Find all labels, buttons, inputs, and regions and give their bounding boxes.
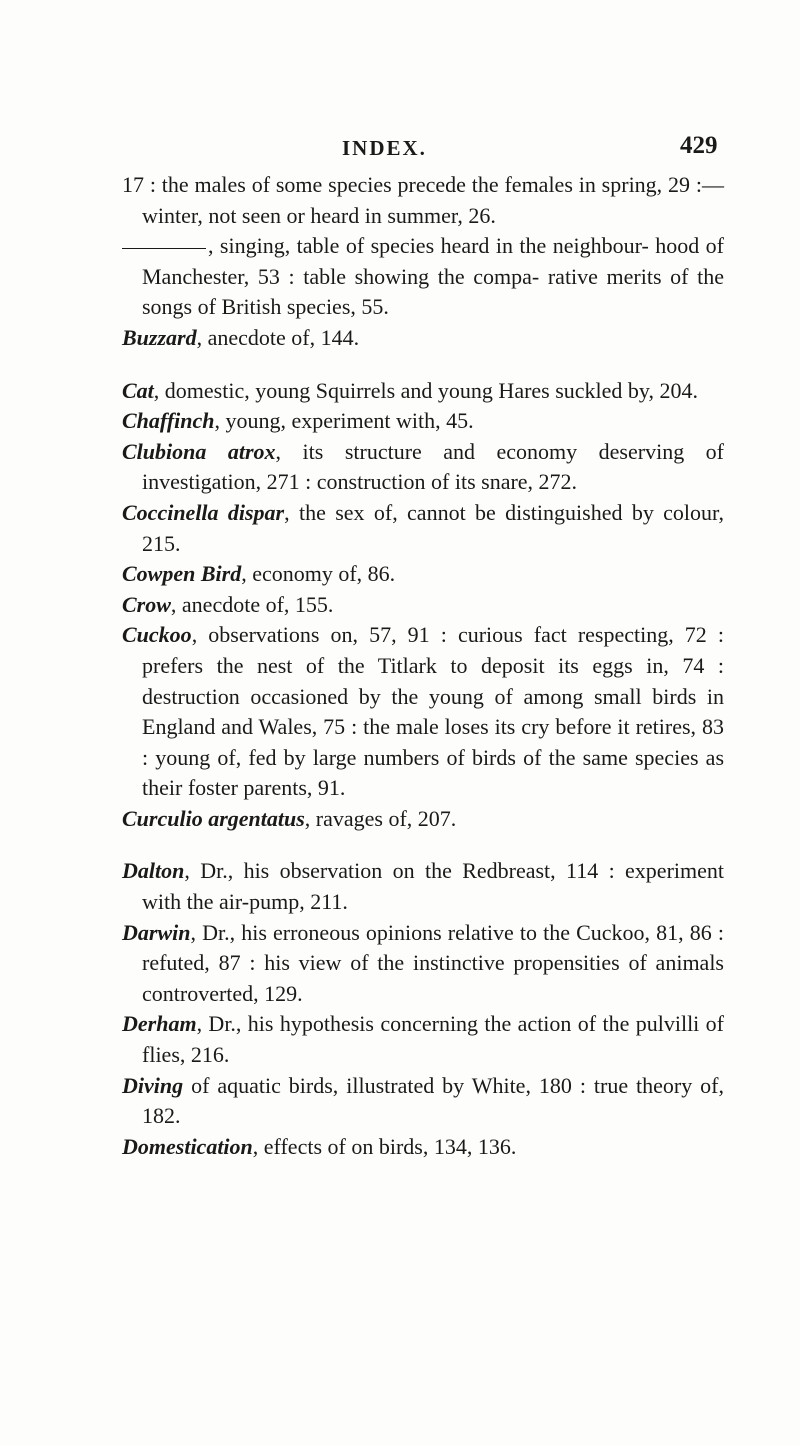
index-entry-curculio	[122, 804, 724, 835]
entry-text: , effects of on birds, 134, 136.	[252, 1133, 517, 1159]
entry-text: 17 : the males of some species precede the females in spring, 29 :—winter, not seen or heard in summer, 26.	[122, 172, 724, 228]
entry-headword: Diving	[122, 1072, 184, 1098]
entry-text: , the sex of, cannot be distinguished by colour, 215.	[142, 499, 724, 556]
index-entry-domestication	[122, 1132, 724, 1163]
entry-headword: Dalton	[122, 858, 185, 884]
entry-headword: Derham	[122, 1011, 197, 1037]
entry-text: , domestic, young Squirrels and young Hares suckled by, 204.	[153, 377, 699, 403]
entry-headword: Chaffinch	[122, 408, 215, 434]
entry-headword: Curculio argentatus	[122, 805, 305, 831]
entry-headword: Crow	[122, 591, 171, 617]
index-entry-cat	[122, 376, 724, 407]
entry-text: , Dr., his hypothesis concerning the action of the pulvilli of flies, 216.	[142, 1011, 724, 1068]
entry-headword: Clubiona atrox	[122, 438, 276, 464]
entry-headword: Coccinella dispar	[122, 499, 285, 525]
entry-text: , singing, table of species heard in the neighbour- hood of Manchester, 53 : table showing the compa- rative merits of the songs of British species, 55.	[142, 233, 724, 320]
entry-text: , anecdote of, 155.	[170, 591, 334, 617]
running-head	[0, 132, 800, 172]
entry-text: , anecdote of, 144.	[196, 324, 360, 350]
entry-text: , ravages of, 207.	[304, 805, 457, 831]
index-entry-coccinella	[122, 498, 724, 559]
index-entry-birds-continued	[122, 170, 724, 231]
index-entry-darwin	[122, 918, 724, 1010]
index-entry-birds-singing	[122, 231, 724, 323]
entry-headword: Domestication	[122, 1133, 253, 1159]
page-number: 429	[680, 132, 718, 159]
entry-headword: Darwin	[122, 919, 191, 945]
index-entry-derham	[122, 1009, 724, 1070]
entry-text: , Dr., his erroneous opinions relative to the Cuckoo, 81, 86 : refuted, 87 : his view of the instinctive propensities of animals controverted, 129.	[142, 919, 724, 1006]
entry-text: , its structure and economy deserving of investigation, 271 : construction of its snare, 272.	[142, 438, 725, 495]
entry-headword: Cuckoo	[122, 622, 192, 648]
index-entry-clubiona	[122, 437, 724, 498]
entry-headword: Buzzard	[122, 324, 197, 350]
ditto-dash	[122, 248, 206, 249]
index-entry-diving	[122, 1071, 724, 1132]
entry-headword: Cat	[122, 377, 154, 403]
index-entry-cuckoo	[122, 620, 724, 804]
entry-text: , young, experiment with, 45.	[214, 408, 474, 434]
entry-text: , observations on, 57, 91 : curious fact respecting, 72 : prefers the nest of the Titlark to deposit its eggs in, 74 : destruction occasioned by the young of among small birds in England and Wales, 75 : the male loses its cry before it retires, 83 : young of, fed by large numbers of birds of the same species as their foster parents, 91.	[142, 622, 724, 801]
entry-headword: Cowpen Bird	[122, 561, 242, 587]
running-title: INDEX.	[342, 136, 427, 160]
index-entry-chaffinch	[122, 406, 724, 437]
entry-text: , Dr., his observation on the Redbreast, 114 : experiment with the air-pump, 211.	[142, 858, 724, 915]
index-entry-crow	[122, 590, 724, 621]
entry-text: of aquatic birds, illustrated by White, 180 : true theory of, 182.	[142, 1072, 724, 1129]
index-entry-buzzard	[122, 323, 724, 354]
index-body	[122, 170, 724, 1162]
index-entry-cowpen-bird	[122, 559, 724, 590]
index-entry-dalton	[122, 856, 724, 917]
entry-text: , economy of, 86.	[241, 561, 396, 587]
